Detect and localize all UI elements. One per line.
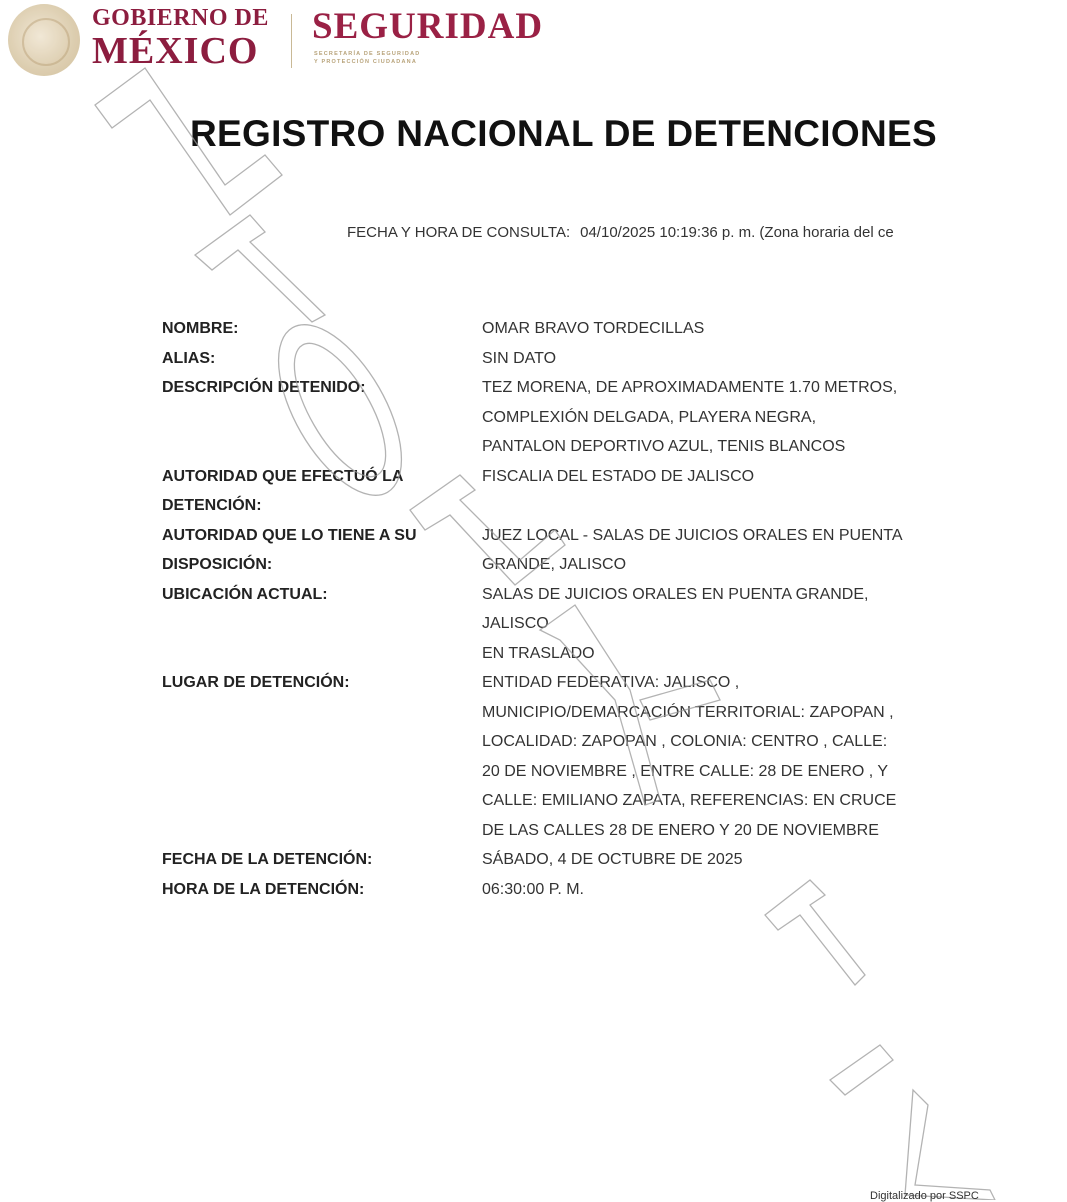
field-row bbox=[162, 875, 1042, 905]
agency-sub-line2: Y PROTECCIÓN CIUDADANA bbox=[314, 59, 417, 65]
field-label: LUGAR DE DETENCIÓN: bbox=[162, 674, 350, 691]
field-value bbox=[482, 344, 1042, 374]
field-value-line: EN TRASLADO bbox=[482, 644, 595, 662]
field-label: HORA DE LA DETENCIÓN: bbox=[162, 880, 365, 898]
field-value-line: JALISCO bbox=[482, 615, 549, 632]
field-value-line: PANTALON DEPORTIVO AZUL, TENIS BLANCOS bbox=[482, 438, 846, 455]
field-value bbox=[482, 668, 1042, 845]
field-row bbox=[162, 462, 1042, 521]
field-value-line: GRANDE, JALISCO bbox=[482, 556, 627, 573]
field-value-line: DE LAS CALLES 28 DE ENERO Y 20 DE NOVIEMBRE bbox=[482, 821, 879, 839]
consulta-value: 04/10/2025 10:19:36 p. m. (Zona horaria del ce bbox=[580, 224, 894, 241]
detention-record bbox=[162, 314, 1042, 904]
consulta-label: FECHA Y HORA DE CONSULTA: bbox=[347, 224, 571, 241]
field-label: ALIAS: bbox=[162, 349, 216, 367]
field-label: DESCRIPCIÓN DETENIDO: bbox=[162, 379, 366, 396]
field-value bbox=[482, 373, 1042, 462]
field-row bbox=[162, 668, 1042, 845]
field-label: FECHA DE LA DETENCIÓN: bbox=[162, 851, 373, 868]
field-value-line: SALAS DE JUICIOS ORALES EN PUENTA GRANDE, bbox=[482, 585, 869, 603]
field-value-line: 06:30:00 P. M. bbox=[482, 880, 584, 898]
field-row bbox=[162, 314, 1042, 344]
field-value-line: SIN DATO bbox=[482, 349, 557, 367]
page-title: REGISTRO NACIONAL DE DETENCIONES bbox=[190, 113, 937, 154]
agency-subtitle bbox=[314, 50, 420, 66]
field-label: UBICACIÓN ACTUAL: bbox=[162, 585, 328, 603]
field-row bbox=[162, 580, 1042, 669]
field-row bbox=[162, 344, 1042, 374]
field-value bbox=[482, 521, 1042, 580]
field-value-line: LOCALIDAD: ZAPOPAN , COLONIA: CENTRO , CALLE: bbox=[482, 733, 888, 750]
logo-divider bbox=[291, 14, 292, 68]
field-label: NOMBRE: bbox=[162, 320, 239, 337]
consulta-timestamp bbox=[347, 224, 894, 241]
footer-digitalized-by: Digitalizado por SSPC bbox=[870, 1190, 979, 1202]
gobierno-line1: GOBIERNO DE bbox=[92, 5, 269, 31]
national-seal-icon bbox=[8, 4, 80, 76]
agency-sub-line1: SECRETARÍA DE SEGURIDAD bbox=[314, 51, 421, 57]
field-value-line: TEZ MORENA, DE APROXIMADAMENTE 1.70 METROS, bbox=[482, 379, 898, 396]
field-label: AUTORIDAD QUE EFECTUÓ LA DETENCIÓN: bbox=[162, 467, 403, 514]
field-value bbox=[482, 845, 1042, 875]
field-value-line: ENTIDAD FEDERATIVA: JALISCO , bbox=[482, 674, 740, 691]
field-label: AUTORIDAD QUE LO TIENE A SU DISPOSICIÓN: bbox=[162, 526, 417, 573]
field-value-line: OMAR BRAVO TORDECILLAS bbox=[482, 320, 705, 337]
field-row bbox=[162, 845, 1042, 875]
field-value-line: CALLE: EMILIANO ZAPATA, REFERENCIAS: EN CRUCE bbox=[482, 792, 897, 809]
header bbox=[0, 0, 600, 80]
field-value bbox=[482, 580, 1042, 669]
field-value bbox=[482, 314, 1042, 344]
field-row bbox=[162, 521, 1042, 580]
field-row bbox=[162, 373, 1042, 462]
field-value-line: 20 DE NOVIEMBRE , ENTRE CALLE: 28 DE ENERO , Y bbox=[482, 762, 889, 780]
gobierno-line2: MÉXICO bbox=[92, 30, 259, 72]
field-value bbox=[482, 462, 1042, 521]
field-value-line: COMPLEXIÓN DELGADA, PLAYERA NEGRA, bbox=[482, 408, 817, 426]
field-value-line: SÁBADO, 4 DE OCTUBRE DE 2025 bbox=[482, 851, 743, 868]
field-value-line: FISCALIA DEL ESTADO DE JALISCO bbox=[482, 467, 755, 485]
field-value-line: JUEZ LOCAL - SALAS DE JUICIOS ORALES EN PUENTA bbox=[482, 526, 903, 544]
gobierno-logo bbox=[92, 6, 269, 70]
field-value bbox=[482, 875, 1042, 905]
agency-name: SEGURIDAD bbox=[312, 6, 544, 47]
field-value-line: MUNICIPIO/DEMARCACIÓN TERRITORIAL: ZAPOPAN , bbox=[482, 703, 894, 721]
